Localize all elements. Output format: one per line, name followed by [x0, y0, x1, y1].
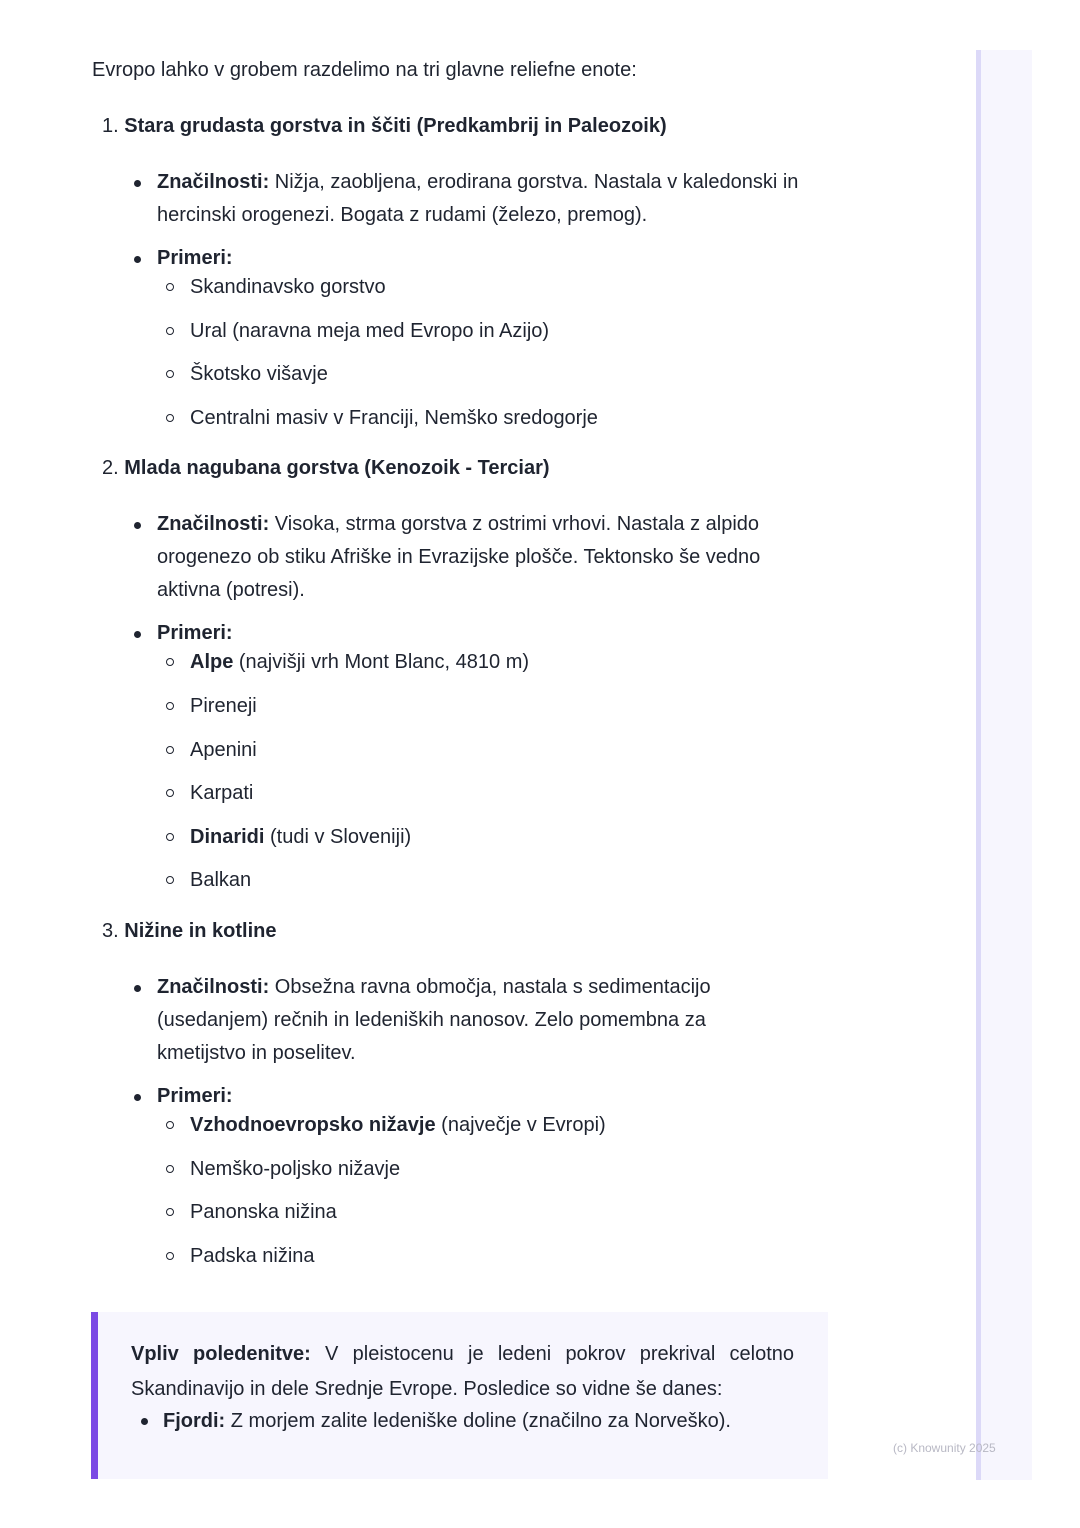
features-label: Značilnosti: [157, 975, 270, 998]
bullet-dot-icon [134, 522, 141, 529]
features-bullet [92, 166, 832, 232]
callout-label: Vpliv poledenitve: [131, 1343, 311, 1365]
circle-bullet-icon [166, 1121, 174, 1129]
list-item [92, 692, 832, 736]
features-bullet [92, 971, 832, 1070]
list-item [92, 1198, 832, 1242]
section-title: Nižine in kotline [124, 919, 277, 942]
examples-bullet [92, 617, 832, 650]
callout-bullet [163, 1407, 823, 1435]
features-text: Nižja, zaobljena, erodirana gorstva. Nastala v kaledonski in [269, 171, 799, 193]
circle-bullet-icon [166, 833, 174, 841]
list-item-text: Škotsko višavje [190, 363, 328, 386]
features-text-cont: orogenezo ob stiku Afriške in Evrazijske plošče. Tektonsko še vedno [157, 546, 761, 569]
list-item-bold: Dinaridi [190, 825, 265, 848]
list-item-text: (največje v Evropi) [435, 1113, 606, 1136]
list-item [92, 273, 832, 317]
list-item-text: Panonska nižina [190, 1201, 337, 1224]
section-number: 2. [102, 457, 119, 480]
circle-bullet-icon [166, 746, 174, 754]
list-item [92, 648, 832, 692]
circle-bullet-icon [166, 658, 174, 666]
section-number: 1. [102, 115, 119, 137]
section-title: Mlada nagubana gorstva (Kenozoik - Terciar) [124, 457, 550, 480]
features-text: Obsežna ravna območja, nastala s sedimentacijo [269, 975, 711, 998]
section-heading [92, 454, 832, 482]
list-item-text: (najvišji vrh Mont Blanc, 4810 m) [233, 651, 530, 674]
circle-bullet-icon [166, 876, 174, 884]
list-item-text: Ural (naravna meja med Evropo in Azijo) [190, 319, 550, 342]
features-bullet [92, 508, 832, 607]
list-item [92, 1155, 832, 1199]
circle-bullet-icon [166, 789, 174, 797]
callout-bullet-text: Z morjem zalite ledeniške doline (značilno za Norveško). [225, 1410, 731, 1432]
list-item [92, 1242, 832, 1286]
list-item [92, 1111, 832, 1155]
examples-label: Primeri: [157, 1084, 233, 1107]
side-strip [976, 50, 1032, 1480]
intro-text: Evropo lahko v grobem razdelimo na tri glavne reliefne enote: [92, 59, 637, 81]
circle-bullet-icon [166, 1208, 174, 1216]
circle-bullet-icon [166, 702, 174, 710]
features-text-cont: (usedanjem) rečnih in ledeniških nanosov. Zelo pomembna za [157, 1008, 706, 1031]
list-item-text: Apenini [190, 738, 257, 761]
list-item-text: Skandinavsko gorstvo [190, 276, 386, 298]
circle-bullet-icon [166, 370, 174, 378]
circle-bullet-icon [166, 1165, 174, 1173]
list-item-text: Centralni masiv v Franciji, Nemško sredogorje [190, 406, 598, 429]
list-item-text: Padska nižina [190, 1244, 315, 1267]
list-item-text: Nemško-poljsko nižavje [190, 1157, 401, 1180]
watermark: (c) Knowunity 2025 [893, 1441, 996, 1455]
bullet-dot-icon [141, 1418, 148, 1425]
features-text-cont: hercinski orogenezi. Bogata z rudami (železo, premog). [157, 204, 648, 226]
list-item [92, 823, 832, 867]
bullet-dot-icon [134, 180, 141, 187]
section-3 [92, 917, 832, 1285]
examples-label: Primeri: [157, 622, 233, 645]
features-label: Značilnosti: [157, 171, 270, 193]
side-strip-line [976, 50, 981, 1480]
list-item [92, 736, 832, 780]
callout-text [131, 1337, 794, 1407]
examples-list [92, 1111, 832, 1285]
section-heading [92, 112, 832, 140]
features-text-cont: kmetijstvo in poselitev. [157, 1041, 356, 1064]
examples-bullet [92, 1080, 832, 1113]
list-item-text: Karpati [190, 782, 254, 805]
circle-bullet-icon [166, 327, 174, 335]
list-item-text: Pireneji [190, 694, 257, 717]
section-2 [92, 454, 832, 910]
circle-bullet-icon [166, 283, 174, 291]
section-number: 3. [102, 919, 119, 942]
examples-label: Primeri: [157, 247, 233, 269]
list-item [92, 360, 832, 404]
document-content [92, 56, 832, 1285]
section-1 [92, 112, 832, 447]
list-item [92, 779, 832, 823]
list-item-bold: Vzhodnoevropsko nižavje [190, 1113, 436, 1136]
examples-list [92, 648, 832, 910]
bullet-dot-icon [134, 631, 141, 638]
list-item [92, 317, 832, 361]
section-heading [92, 917, 832, 945]
list-item-text: Balkan [190, 869, 252, 892]
callout-accent-bar [91, 1312, 98, 1479]
bullet-dot-icon [134, 1094, 141, 1101]
examples-list [92, 273, 832, 447]
list-item [92, 404, 832, 448]
glaciation-callout [91, 1312, 828, 1479]
bullet-dot-icon [134, 256, 141, 263]
circle-bullet-icon [166, 414, 174, 422]
examples-bullet [92, 242, 832, 275]
callout-bullet-label: Fjordi: [163, 1410, 226, 1432]
features-label: Značilnosti: [157, 513, 270, 536]
callout-body: V pleistocenu je ledeni pokrov prekrival celotno Skandinavijo in dele Srednje Evrope. Posledice so vidne še danes: [131, 1343, 794, 1400]
list-item [92, 866, 832, 910]
list-item-bold: Alpe [190, 651, 234, 674]
features-text: Visoka, strma gorstva z ostrimi vrhovi. Nastala z alpido [269, 513, 760, 536]
section-title: Stara grudasta gorstva in ščiti (Predkambrij in Paleozoik) [124, 115, 667, 137]
circle-bullet-icon [166, 1252, 174, 1260]
bullet-dot-icon [134, 985, 141, 992]
list-item-text: (tudi v Sloveniji) [264, 825, 412, 848]
features-text-cont: aktivna (potresi). [157, 579, 305, 602]
